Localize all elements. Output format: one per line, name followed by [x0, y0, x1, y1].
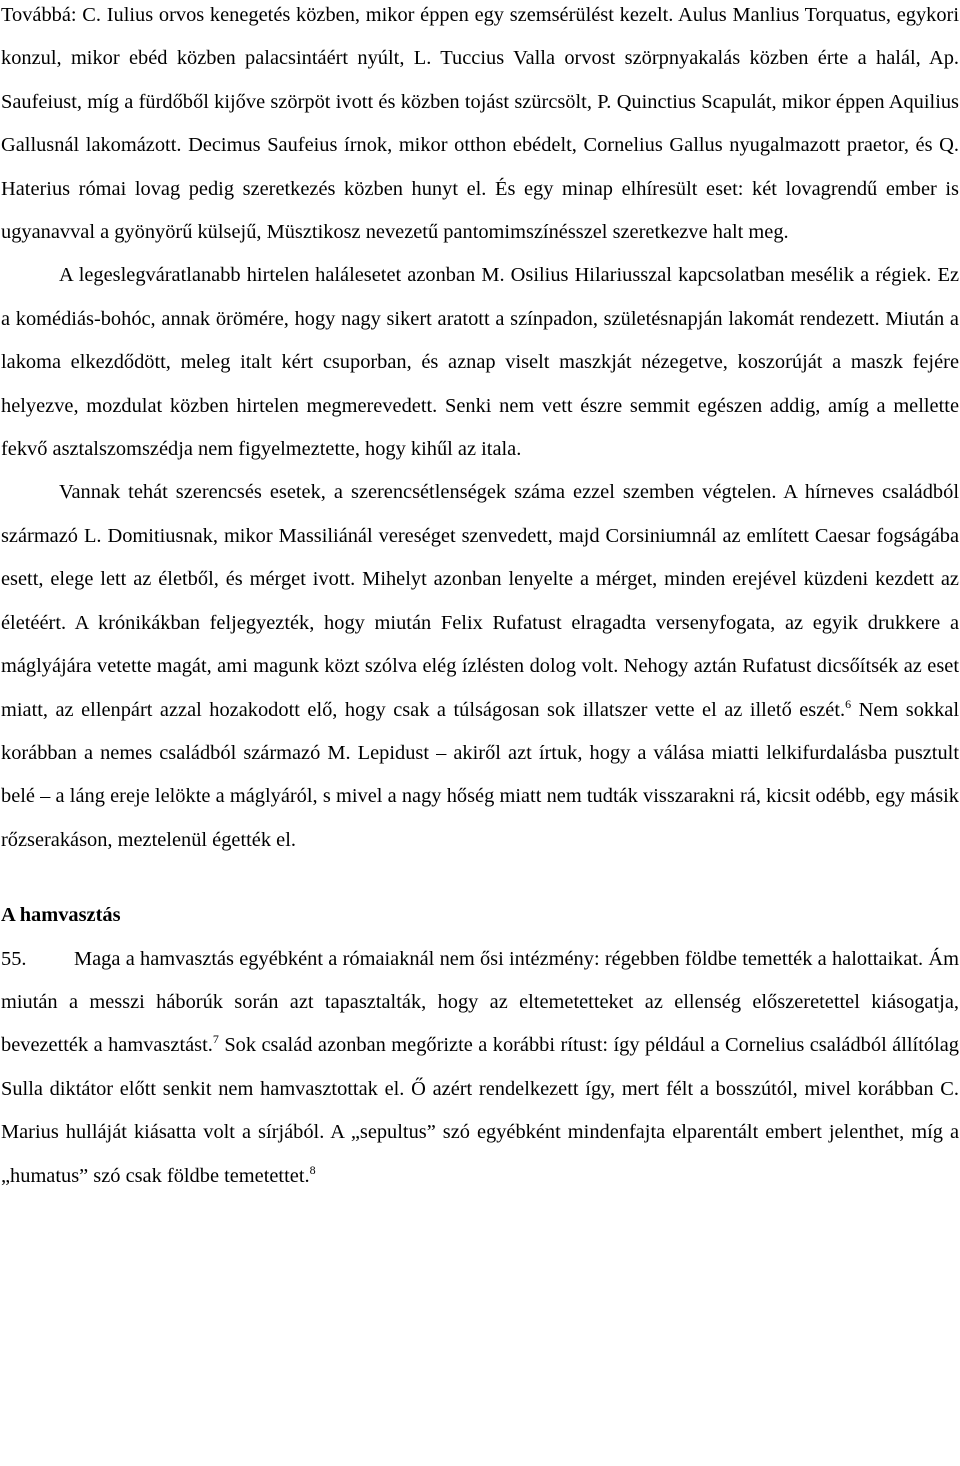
section-heading: A hamvasztás [1, 904, 121, 927]
paragraph-domitius-text: Vannak tehát szerencsés esetek, a szerencsétlenségek száma ezzel szemben végtelen. A hírneves családból származó L. Domitiusnak, mikor Massiliánál vereséget szenvedett, majd Corsiniumnál az említett Caesar fogságába esett, elege lett az életből, és mérget ivott. Mihelyt azonban lenyelte a mérget, minden erejével küzdeni kezdett az életéért. A krónikákban feljegyezték, hogy miután Felix Rufatust elragadta versenyfogata, az egyik drukkere a máglyájára vetette magát, ami magunk közt szólva elég ízlésten dolog volt. Nehogy aztán Rufatust dicsőítsék az eset miatt, az ellenpárt azzal hozakodott elő, hogy csak a túlságosan sok illatszer vette el az illető eszét. [1, 481, 959, 721]
paragraph-cremation-text-2: Sok család azonban megőrizte a korábbi rítust: így például a Cornelius családból állítólag Sulla diktátor előtt senkit nem hamvasztottak el. Ő azért rendelkezett így, mert félt a bosszútól, mivel korábban C. Marius hulláját kiásatta volt a sírjából. A „sepultus” szó egyébként mindenfajta elparentált embert jelenthet, míg a „humatus” szó csak földbe temetettet. [1, 1034, 959, 1187]
paragraph-hilarius: A legeslegváratlanabb hirtelen halálesetet azonban M. Osilius Hilariusszal kapcsolatban mesélik a régiek. Ez a komédiás-bohóc, annak örömére, hogy nagy sikert aratott a színpadon, születésnapján lakomát rendezett. Miután a lakoma elkezdődött, meleg italt kért csuporban, és aznap viselt maszkját nézegetve, koszorúját a maszk fejére helyezve, mozdulat közben hirtelen megmerevedett. Senki nem vett észre semmit egészen addig, amíg a mellette fekvő asztalszomszédja nem figyelmeztette, hogy kihűl az itala. [1, 264, 959, 461]
footnote-marker-7[interactable]: 7 [212, 1032, 219, 1047]
paragraph-cremation [1, 938, 959, 1198]
paragraph-domitius-lepidus [1, 471, 959, 862]
footnote-marker-8[interactable]: 8 [309, 1162, 316, 1177]
section-number: 55. [1, 947, 27, 970]
paragraph-cremation-text: Maga a hamvasztás egyébként a rómaiaknál nem ősi intézmény: régebben földbe temették a halottaikat. Ám miután a messzi háborúk során azt tapasztalták, hogy az eltemetetteket az ellenség előszeretettel kiásogatja, bevezették a hamvasztást. [1, 947, 959, 1057]
footnote-marker-6[interactable]: 6 [845, 696, 852, 711]
paragraph-deaths-list: Továbbá: C. Iulius orvos kenegetés közben, mikor éppen egy szemsérülést kezelt. Aulus Manlius Torquatus, egykori konzul, mikor ebéd közben palacsintáért nyúlt, L. Tuccius Valla orvost szörpnyakalás közben érte a halál, Ap. Saufeiust, míg a fürdőből kijőve szörpöt ivott és közben tojást szürcsölt, P. Quinctius Scapulát, mikor éppen Aquilius Gallusnál lakomázott. Decimus Saufeius írnok, mikor otthon ebédelt, Cornelius Gallus nyugalmazott praetor, és Q. Haterius római lovag pedig szeretkezés közben hunyt el. És egy minap elhíresült eset: két lovagrendű ember is ugyanavval a gyönyörű külsejű, Müsztikosz nevezetű pantomimszínésszel szeretkezve halt meg. [1, 4, 959, 244]
paragraph-lepidus-text: Nem sokkal korábban a nemes családból származó M. Lepidust – akiről azt írtuk, hogy a válása miatti lelkifurdalásba pusztult belé – a láng ereje lelökte a máglyáról, s mivel a nagy hőség miatt nem tudták visszarakni rá, kicsit odébb, egy másik rőzserakáson, meztelenül égették el. [1, 698, 959, 851]
